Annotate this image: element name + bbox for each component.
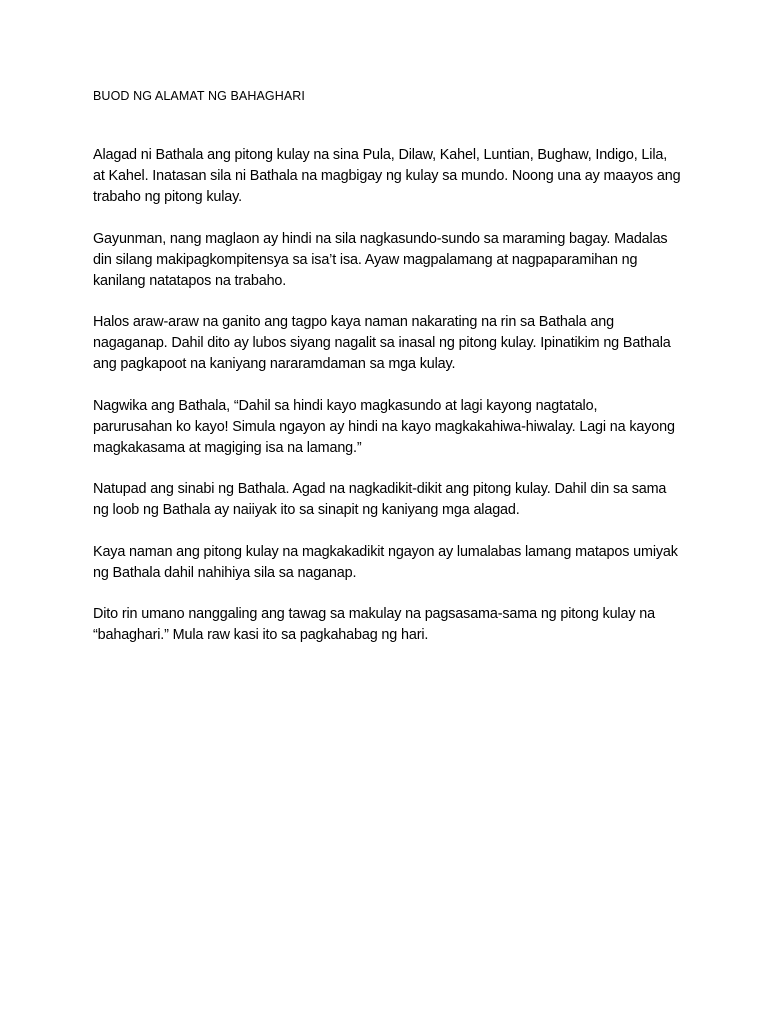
text-line: ng loob ng Bathala ay naiiyak ito sa sinapit ng kaniyang mga alagad. [93, 502, 520, 518]
text-line: nagaganap. Dahil dito ay lubos siyang nagalit sa inasal ng pitong kulay. Ipinatikim ng Bathala [93, 335, 671, 351]
text-line: Halos araw-araw na ganito ang tagpo kaya naman nakarating na rin sa Bathala ang [93, 314, 614, 330]
paragraph [93, 479, 683, 521]
paragraph [93, 604, 683, 646]
text-line: din silang makipagkompitensya sa isa’t isa. Ayaw magpalamang at nagpaparamihan ng [93, 251, 638, 268]
document-title: BUOD NG ALAMAT NG BAHAGHARI [93, 89, 306, 103]
text-line: ang pagkapoot na kaniyang nararamdaman sa mga kulay. [93, 356, 456, 372]
text-line: parurusahan ko kayo! Simula ngayon ay hindi na kayo magkakahiwa-hiwalay. Lagi na kayong [93, 418, 675, 435]
text-line: Kaya naman ang pitong kulay na magkakadikit ngayon ay lumalabas lamang matapos umiyak [93, 543, 678, 560]
paragraph [93, 542, 683, 584]
document-body [93, 145, 683, 667]
text-line: kanilang natatapos na trabaho. [93, 272, 287, 289]
text-line: Gayunman, nang maglaon ay hindi na sila nagkasundo-sundo sa maraming bagay. Madalas [93, 230, 668, 247]
paragraph [93, 145, 683, 208]
text-line: “bahaghari.” Mula raw kasi ito sa pagkahabag ng hari. [93, 627, 429, 643]
text-line: ng Bathala dahil nahihiya sila sa naganap. [93, 564, 357, 581]
text-line: magkakasama at magiging isa na lamang.” [93, 439, 362, 456]
text-line: Alagad ni Bathala ang pitong kulay na sina Pula, Dilaw, Kahel, Luntian, Bughaw, Indigo, Lila, [93, 147, 668, 163]
text-line: Nagwika ang Bathala, “Dahil sa hindi kayo magkasundo at lagi kayong nagtatalo, [93, 397, 598, 414]
text-line: Natupad ang sinabi ng Bathala. Agad na nagkadikit-dikit ang pitong kulay. Dahil din sa sama [93, 481, 667, 497]
paragraph [93, 396, 683, 459]
paragraph [93, 229, 683, 292]
paragraph [93, 312, 683, 375]
text-line: trabaho ng pitong kulay. [93, 189, 242, 205]
text-line: at Kahel. Inatasan sila ni Bathala na magbigay ng kulay sa mundo. Noong una ay maayos ang [93, 168, 681, 184]
text-line: Dito rin umano nanggaling ang tawag sa makulay na pagsasama-sama ng pitong kulay na [93, 606, 655, 622]
